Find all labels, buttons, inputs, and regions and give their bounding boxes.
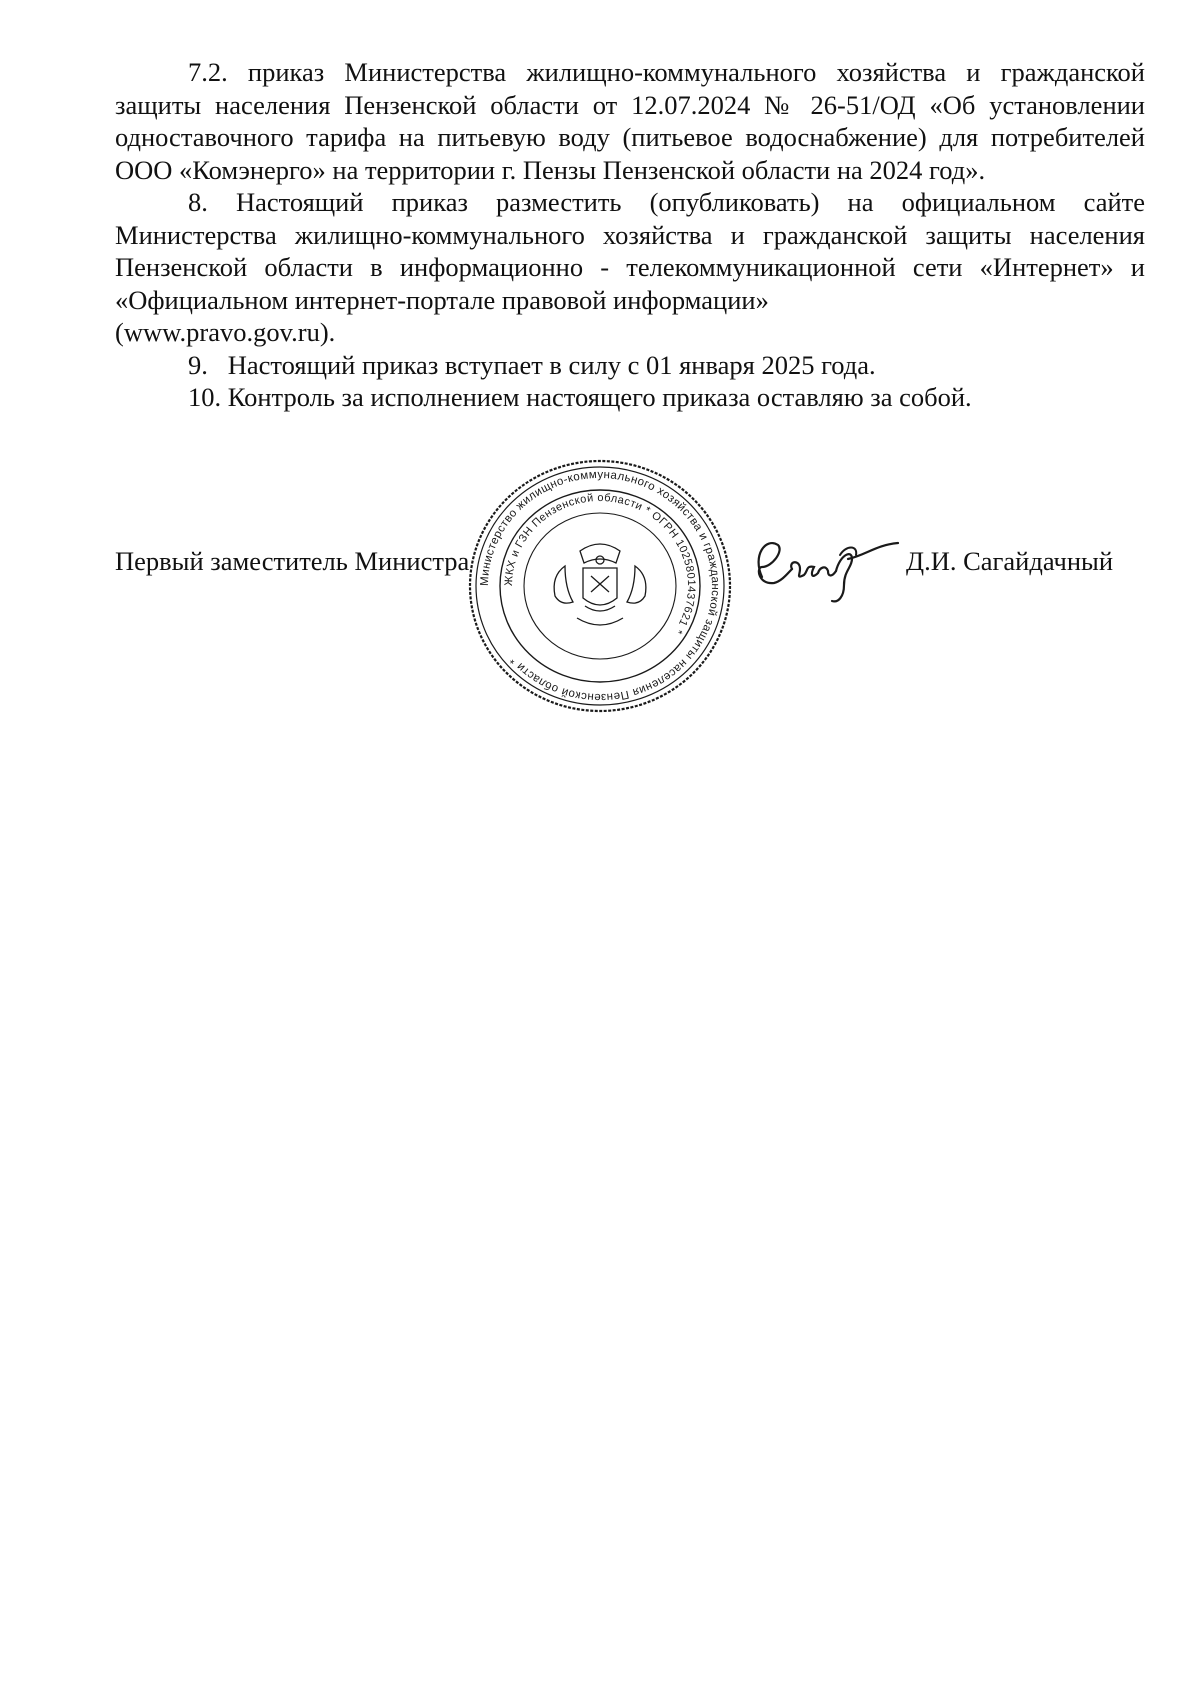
paragraph-9: 9. Настоящий приказ вступает в силу с 01 января 2025 года. [188,349,876,380]
handwritten-signature [748,515,918,610]
signatory-name: Д.И. Сагайдачный [906,546,1114,576]
official-stamp [465,456,735,716]
paragraph-10: 10. Контроль за исполнением настоящего приказа оставляю за собой. [188,382,972,412]
paragraph-8-url: (www.pravo.gov.ru). [115,317,336,347]
document-body [115,56,1152,414]
stamp-inner-text: ЖКХ и ГЗН Пензенской области * ОГРН 1025801437621 * [502,491,698,637]
coat-of-arms-emblem [554,544,646,625]
paragraph-8: 8. Настоящий приказ разместить (опубликовать) на официальном сайте Министерства жилищно-коммунального хозяйства и гражданской защиты населения Пензенской области в информационно - телекоммуникационной сети «Интернет» и «Официальном интернет-портале правовой информации» [115,187,1152,315]
paragraph-7-2: 7.2. приказ Министерства жилищно-коммунального хозяйства и гражданской защиты населения Пензенской области от 12.07.2024 № 26-51/ОД «Об установлении одноставочного тарифа на питьевую воду (питьевое водоснабжение) для потребителей ООО «Комэнерго» на территории г. Пензы Пензенской области на 2024 год». [115,57,1152,185]
signatory-title: Первый заместитель Министра [115,546,470,576]
stamp-outer-text: Министерство жилищно-коммунального хозяйства и гражданской защиты населения Пензенской области * [478,468,722,704]
